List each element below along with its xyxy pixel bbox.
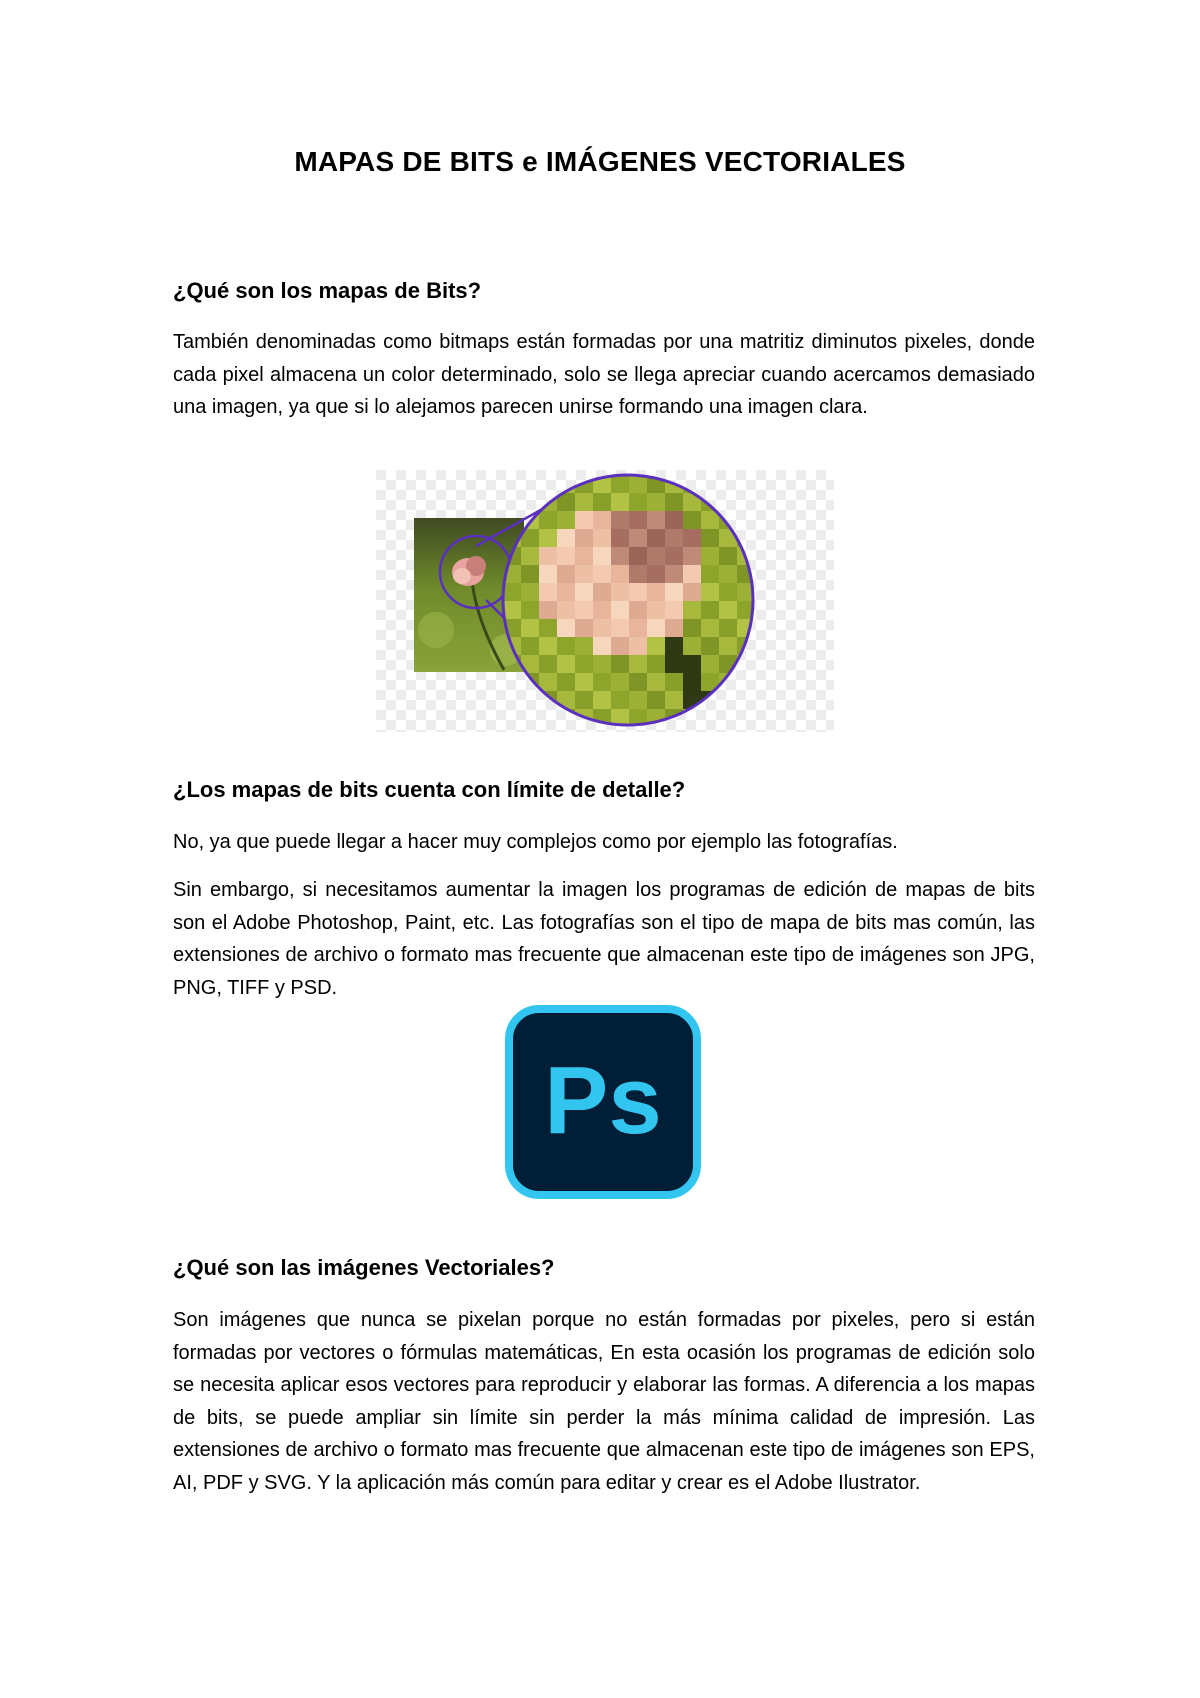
zoom-pixel [611, 619, 629, 637]
zoom-pixel [611, 493, 629, 511]
zoom-pixel [629, 601, 647, 619]
zoom-pixel [557, 583, 575, 601]
zoom-pixel [629, 655, 647, 673]
zoom-pixel [575, 583, 593, 601]
zoom-pixel [557, 547, 575, 565]
zoom-pixel [557, 655, 575, 673]
zoom-pixel [557, 619, 575, 637]
zoom-pixel [665, 655, 683, 673]
zoom-pixel [575, 637, 593, 655]
photoshop-logo-text: Ps [544, 1047, 662, 1154]
zoom-pixel [629, 673, 647, 691]
zoom-pixel [557, 529, 575, 547]
zoom-pixel [683, 583, 701, 601]
zoom-pixel [593, 655, 611, 673]
zoom-pixel [539, 511, 557, 529]
zoom-pixel [683, 601, 701, 619]
page-title: MAPAS DE BITS e IMÁGENES VECTORIALES [294, 146, 906, 177]
zoom-pixel [557, 637, 575, 655]
heading-vector-images: ¿Qué son las imágenes Vectoriales? [173, 1255, 555, 1280]
zoom-pixel [575, 655, 593, 673]
zoom-pixel [503, 583, 521, 601]
zoom-pixel [647, 583, 665, 601]
zoom-pixel [539, 655, 557, 673]
zoom-pixel [521, 583, 539, 601]
zoom-pixel [539, 547, 557, 565]
zoom-pixel [683, 673, 701, 691]
zoom-pixel [719, 565, 737, 583]
zoom-pixel [647, 619, 665, 637]
paragraph-detail-answer: No, ya que puede llegar a hacer muy complejos como por ejemplo las fotografías. [173, 831, 898, 853]
zoom-pixel [683, 655, 701, 673]
zoom-pixel [701, 637, 719, 655]
zoom-pixel [647, 673, 665, 691]
zoom-pixel [629, 637, 647, 655]
zoom-pixel [629, 529, 647, 547]
zoom-pixel [593, 673, 611, 691]
zoom-pixel [647, 493, 665, 511]
zoom-pixel [629, 565, 647, 583]
zoom-pixel [647, 565, 665, 583]
zoom-pixel [629, 475, 647, 493]
zoom-pixel [665, 547, 683, 565]
zoom-pixel [611, 475, 629, 493]
zoom-pixel [647, 601, 665, 619]
zoom-pixel [701, 529, 719, 547]
bitmap-zoom-illustration [376, 470, 834, 732]
zoom-pixel [593, 511, 611, 529]
photoshop-logo [505, 1005, 701, 1199]
zoom-pixel [719, 601, 737, 619]
zoom-pixel [629, 583, 647, 601]
zoom-pixel [575, 673, 593, 691]
zoom-pixel [701, 547, 719, 565]
zoom-pixel [557, 601, 575, 619]
zoom-pixel [611, 583, 629, 601]
zoom-pixel [647, 655, 665, 673]
zoom-pixel [665, 601, 683, 619]
zoom-pixel [665, 529, 683, 547]
zoom-pixel [629, 511, 647, 529]
zoom-pixel [701, 655, 719, 673]
zoom-pixel [611, 547, 629, 565]
zoom-pixel [647, 637, 665, 655]
zoom-pixel [593, 547, 611, 565]
zoom-pixel [683, 637, 701, 655]
zoom-pixel [521, 547, 539, 565]
zoom-pixel [539, 637, 557, 655]
heading-bitmaps: ¿Qué son los mapas de Bits? [173, 278, 482, 303]
zoom-pixel [521, 565, 539, 583]
zoom-pixel [611, 655, 629, 673]
zoom-pixel [593, 493, 611, 511]
zoom-pixel [683, 529, 701, 547]
zoom-pixel [575, 493, 593, 511]
zoom-pixel [683, 547, 701, 565]
zoom-pixel [611, 601, 629, 619]
zoom-pixel [701, 565, 719, 583]
zoom-pixel [683, 511, 701, 529]
zoom-pixel [701, 511, 719, 529]
zoom-pixel [665, 565, 683, 583]
zoom-pixel [719, 583, 737, 601]
zoom-pixel [683, 565, 701, 583]
zoom-pixel [593, 529, 611, 547]
heading-detail-limit: ¿Los mapas de bits cuenta con límite de detalle? [173, 777, 686, 802]
zoom-pixel [575, 619, 593, 637]
zoom-pixel [611, 673, 629, 691]
zoom-pixel [629, 493, 647, 511]
zoom-pixel [647, 529, 665, 547]
zoom-pixel [611, 529, 629, 547]
zoom-pixel [647, 691, 665, 709]
zoom-pixel [719, 637, 737, 655]
zoom-pixel [539, 583, 557, 601]
zoom-pixel [611, 637, 629, 655]
zoom-pixel [629, 547, 647, 565]
zoom-pixel [539, 673, 557, 691]
zoom-pixel [575, 511, 593, 529]
zoom-pixel [665, 511, 683, 529]
zoom-pixel [575, 565, 593, 583]
zoom-pixel [629, 691, 647, 709]
zoom-pixel [539, 529, 557, 547]
zoom-pixel [593, 601, 611, 619]
zoom-pixel [629, 619, 647, 637]
zoom-pixel [665, 619, 683, 637]
zoom-pixel [557, 565, 575, 583]
zoom-pixel [539, 565, 557, 583]
paragraph-bitmap-programs: Sin embargo, si necesitamos aumentar la imagen los programas de edición de mapas de bits son el Adobe Photoshop, Paint, etc. Las fotografías son el tipo de mapa de bits mas común, las extensiones de archivo o formato mas frecuente que almacenan este tipo de imágenes son JPG, PNG, TIFF y PSD. [173, 879, 1035, 999]
zoom-pixel [611, 511, 629, 529]
zoom-pixel [503, 601, 521, 619]
zoom-pixel [683, 619, 701, 637]
zoom-pixel [665, 637, 683, 655]
zoom-pixel [647, 547, 665, 565]
zoom-pixel [539, 619, 557, 637]
zoom-pixel [701, 583, 719, 601]
zoom-pixel [521, 601, 539, 619]
zoom-pixel [521, 637, 539, 655]
zoom-pixel [521, 619, 539, 637]
paragraph-bitmaps-definition: También denominadas como bitmaps están formadas por una matritiz diminutos pixeles, donde cada pixel almacena un color determinado, solo se llega apreciar cuando acercamos demasiado una imagen, ya que si lo alejamos parecen unirse formando una imagen clara. [173, 331, 1035, 418]
zoom-pixel [719, 547, 737, 565]
paragraph-vector-definition: Son imágenes que nunca se pixelan porque no están formadas por pixeles, pero si están formadas por vectores o fórmulas matemáticas, En esta ocasión los programas de edición solo se necesita aplicar esos vectores para reproducir y elaborar las formas. A diferencia a los mapas de bits, se puede ampliar sin límite sin perder la más mínima calidad de impresión. Las extensiones de archivo o formato mas frecuente que almacenan este tipo de imágenes son EPS, AI, PDF y SVG. Y la aplicación más común para editar y crear es el Adobe Ilustrator. [173, 1309, 1035, 1494]
zoom-pixel [701, 619, 719, 637]
zoom-pixel [593, 565, 611, 583]
zoom-pixel [575, 691, 593, 709]
zoom-pixel [557, 673, 575, 691]
zoom-pixel [575, 601, 593, 619]
zoom-pixel [575, 529, 593, 547]
zoom-pixel [593, 583, 611, 601]
zoom-pixel [665, 691, 683, 709]
zoom-pixel [665, 493, 683, 511]
zoom-pixel [665, 673, 683, 691]
zoom-pixel [647, 511, 665, 529]
zoom-pixel [557, 511, 575, 529]
zoom-pixel [611, 691, 629, 709]
zoom-pixel [665, 583, 683, 601]
zoom-pixel [539, 601, 557, 619]
zoom-pixel [593, 691, 611, 709]
zoom-pixel [701, 601, 719, 619]
zoom-pixel [719, 619, 737, 637]
zoom-pixel [611, 565, 629, 583]
zoom-pixel [593, 637, 611, 655]
zoom-pixel [575, 547, 593, 565]
zoom-pixel [593, 619, 611, 637]
